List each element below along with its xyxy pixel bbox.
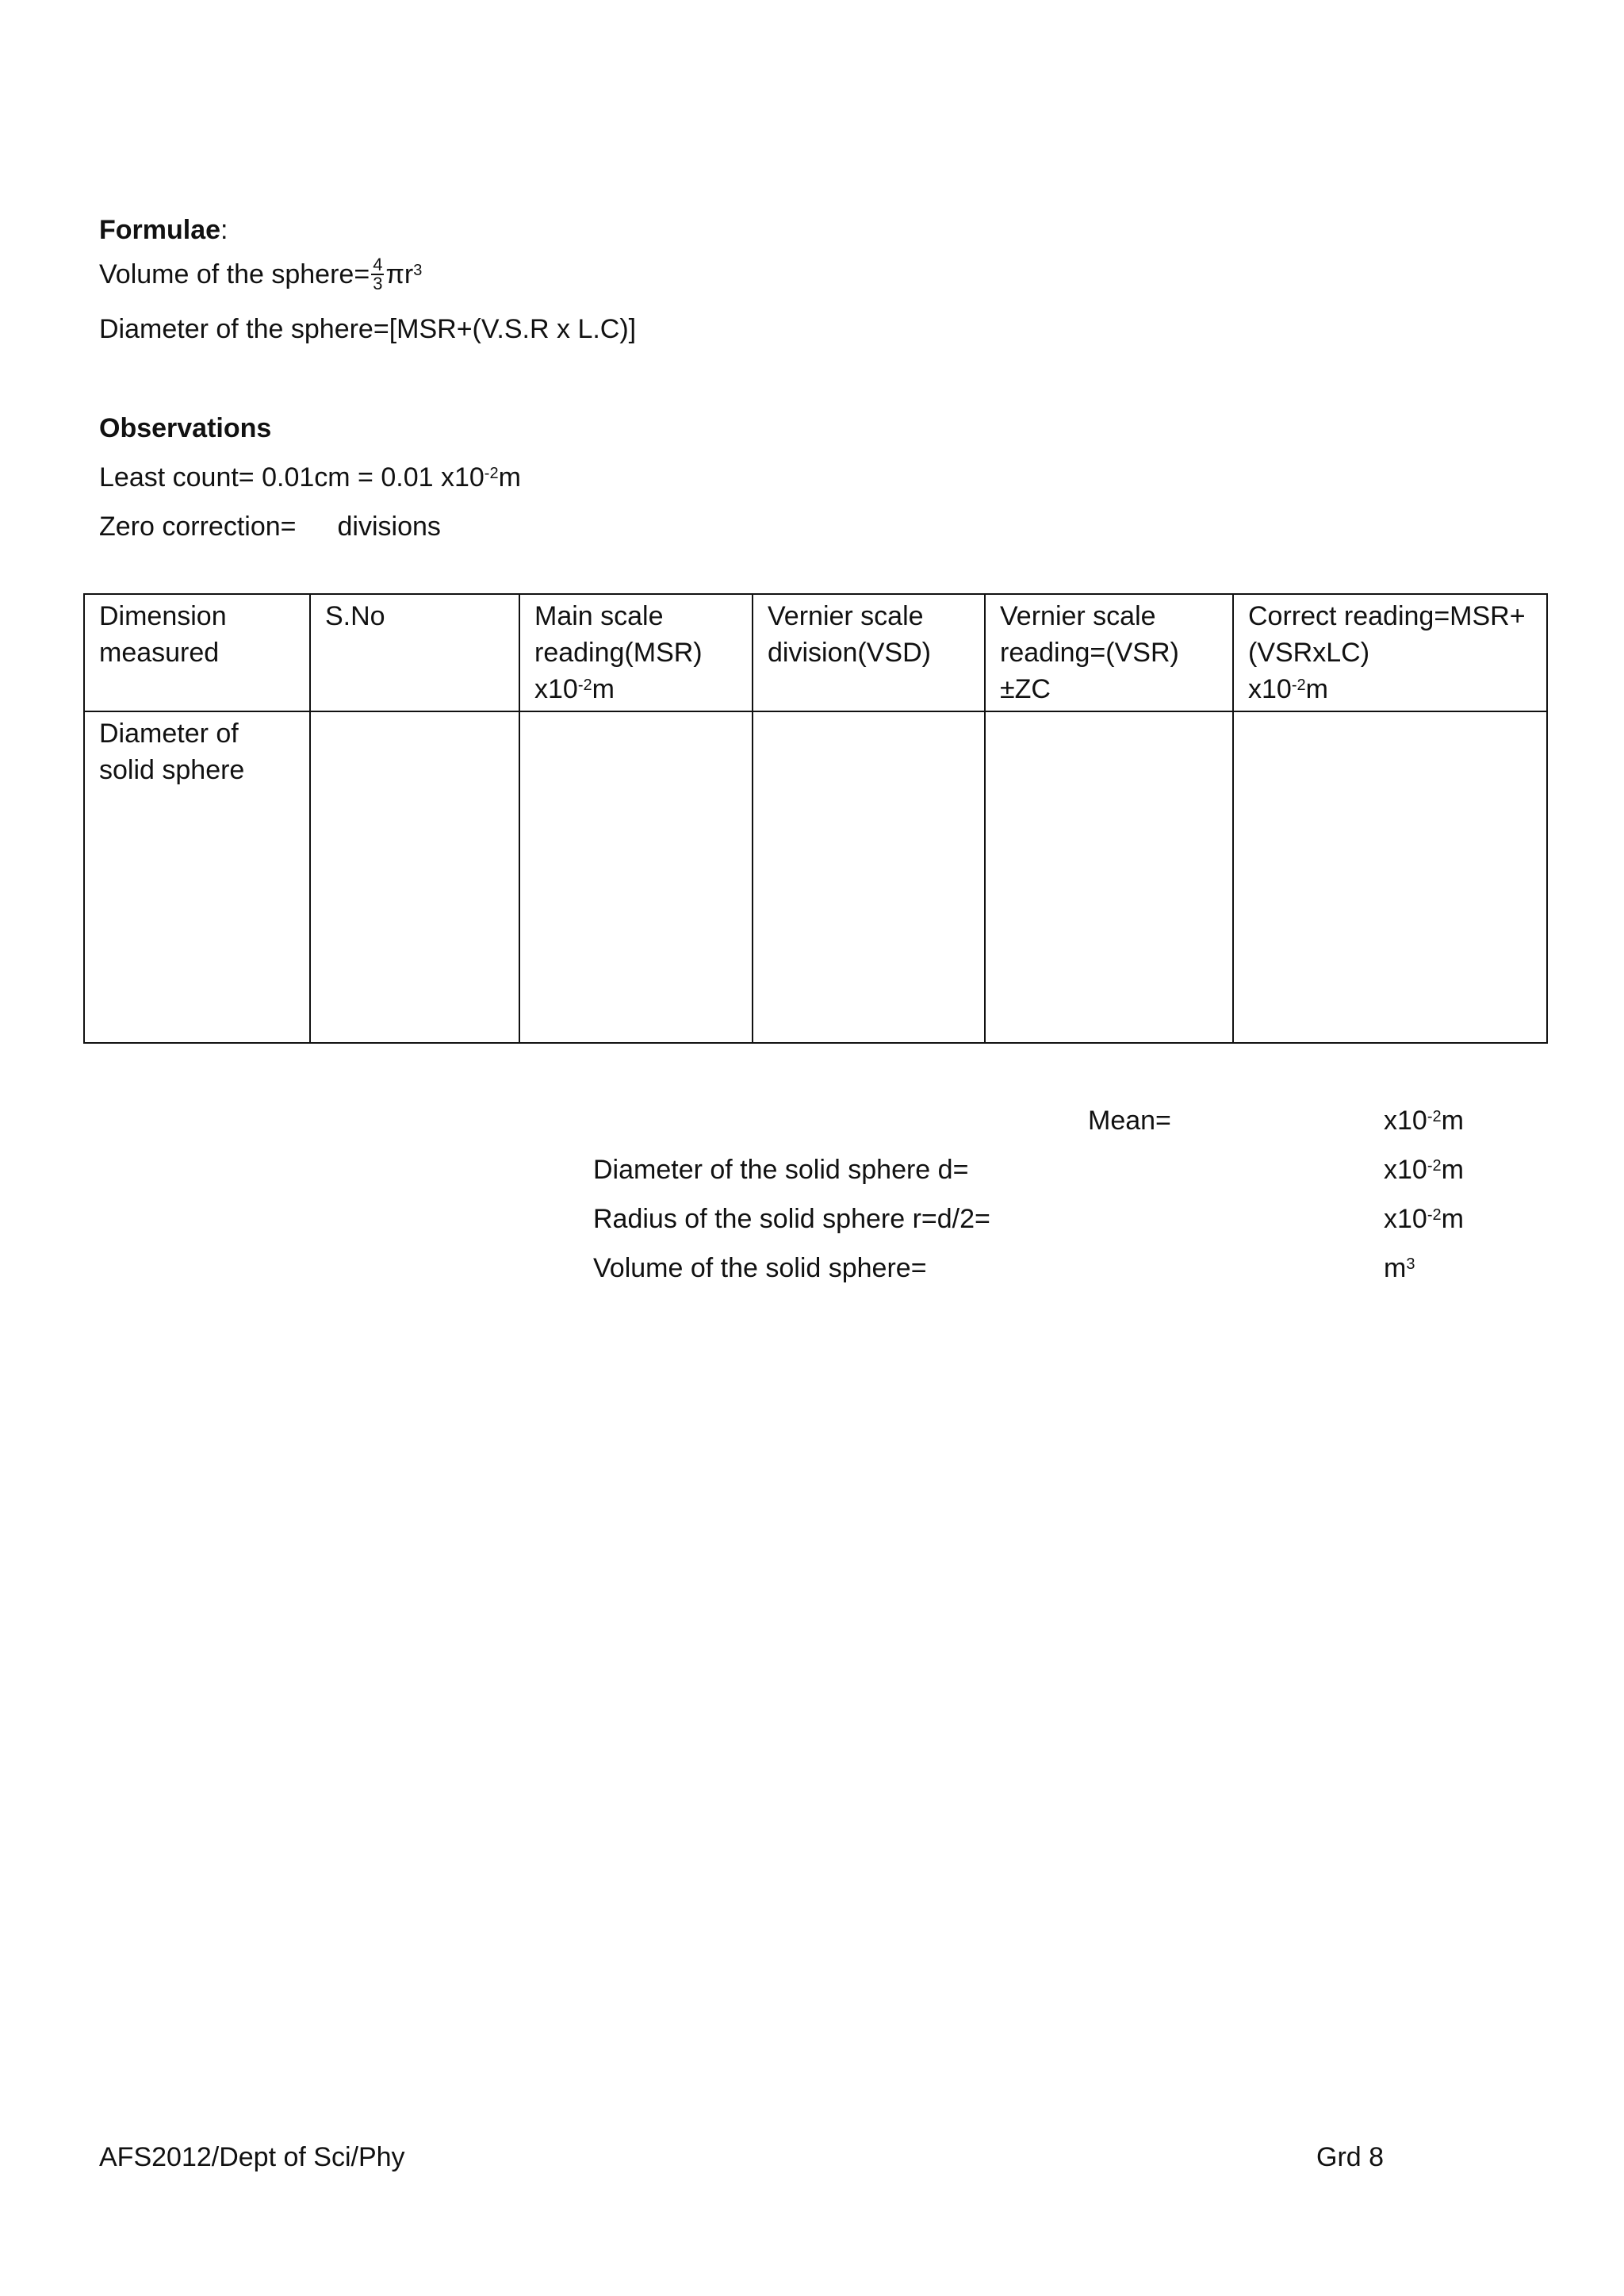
header-vsr: Vernier scale reading=(VSR)±ZC — [985, 594, 1233, 711]
msr-unit-exponent: -2 — [577, 676, 592, 694]
cell-dimension: Diameter of solid sphere — [84, 711, 310, 1043]
four-thirds-fraction — [371, 256, 384, 293]
footer-right: Grd 8 — [1316, 2142, 1385, 2172]
least-count-unit: m — [498, 462, 521, 493]
diameter-unit-m: m — [1441, 1155, 1464, 1185]
cell-msr — [519, 711, 753, 1043]
header-correct-unit — [1248, 674, 1328, 704]
volume-result-unit — [1384, 1252, 1415, 1284]
formulae-heading-text: Formulae — [99, 215, 221, 245]
volume-unit-m: m — [1384, 1253, 1407, 1283]
cell-vsd — [753, 711, 985, 1043]
observations-heading: Observations — [99, 413, 272, 443]
formulae-heading — [99, 214, 228, 246]
radius-unit-exponent: -2 — [1427, 1205, 1442, 1224]
volume-formula-prefix: Volume of the sphere= — [99, 259, 370, 289]
correct-unit-m: m — [1305, 674, 1328, 704]
table-row — [84, 711, 1547, 1043]
volume-formula-pi-r: πr — [385, 259, 414, 289]
fraction-numerator: 4 — [373, 255, 383, 274]
mean-label: Mean= — [1088, 1106, 1171, 1136]
diameter-result-unit — [1384, 1154, 1464, 1186]
radius-unit-prefix: x10 — [1384, 1204, 1427, 1234]
diameter-formula: Diameter of the sphere=[MSR+(V.S.R x L.C)] — [99, 314, 637, 344]
cell-correct-reading — [1233, 711, 1547, 1043]
radius-result-label: Radius of the solid sphere r=d/2= — [593, 1204, 990, 1234]
footer-left: AFS2012/Dept of Sci/Phy — [99, 2142, 405, 2172]
least-count-line — [99, 462, 521, 493]
cell-sno — [310, 711, 519, 1043]
volume-unit-exponent: 3 — [1406, 1255, 1415, 1273]
header-sno: S.No — [310, 594, 519, 711]
fraction-denominator: 3 — [373, 274, 383, 293]
table-header-row — [84, 594, 1547, 711]
cell-vsr — [985, 711, 1233, 1043]
correct-unit-prefix: x10 — [1248, 674, 1292, 704]
observation-table — [83, 593, 1548, 1044]
zero-correction-label: Zero correction= — [99, 512, 297, 542]
mean-unit-prefix: x10 — [1384, 1106, 1427, 1136]
correct-unit-exponent: -2 — [1291, 676, 1306, 694]
mean-unit — [1384, 1105, 1464, 1137]
header-dimension: Dimension measured — [84, 594, 310, 711]
zero-correction-line — [99, 511, 441, 542]
msr-unit-m: m — [592, 674, 615, 704]
volume-result-label: Volume of the solid sphere= — [593, 1253, 927, 1283]
header-msr-unit — [534, 674, 615, 704]
header-msr — [519, 594, 753, 711]
header-vsd: Vernier scale division(VSD) — [753, 594, 985, 711]
mean-unit-exponent: -2 — [1427, 1107, 1442, 1125]
header-correct-text: Correct reading=MSR+(VSRxLC) — [1248, 601, 1526, 668]
formulae-heading-colon: : — [220, 215, 228, 245]
header-correct-reading — [1233, 594, 1547, 711]
mean-unit-m: m — [1441, 1106, 1464, 1136]
radius-result-unit — [1384, 1203, 1464, 1235]
least-count-text: Least count= 0.01cm = 0.01 x10 — [99, 462, 485, 493]
diameter-unit-prefix: x10 — [1384, 1155, 1427, 1185]
header-msr-text: Main scale reading(MSR) — [534, 601, 703, 668]
diameter-unit-exponent: -2 — [1427, 1156, 1442, 1175]
radius-unit-m: m — [1441, 1204, 1464, 1234]
volume-formula-exponent: 3 — [413, 261, 423, 279]
volume-formula — [99, 255, 423, 294]
msr-unit-prefix: x10 — [534, 674, 578, 704]
diameter-result-label: Diameter of the solid sphere d= — [593, 1155, 969, 1185]
least-count-exponent: -2 — [484, 464, 499, 482]
zero-correction-unit: divisions — [337, 512, 441, 542]
